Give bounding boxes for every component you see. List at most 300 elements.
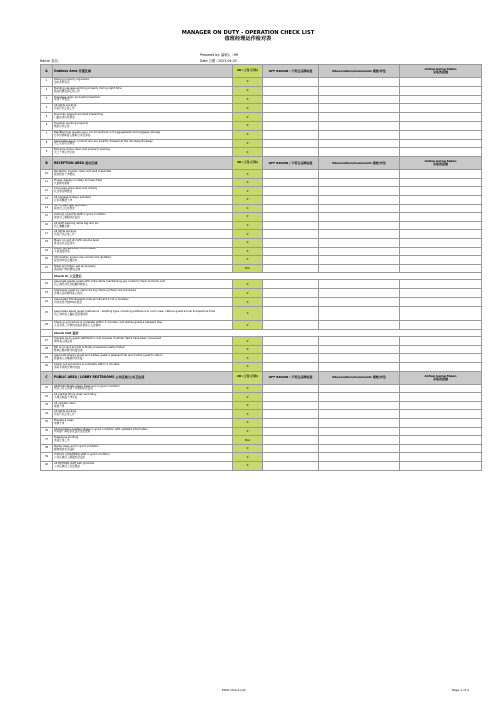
row-number: 27 (41, 337, 53, 346)
observation-cell[interactable] (319, 337, 400, 346)
checklist-row (41, 204, 482, 213)
off-brand-cell[interactable] (263, 444, 319, 453)
status-cell[interactable]: 0 (233, 230, 263, 239)
off-brand-cell[interactable] (263, 354, 319, 363)
row-description: Reception counter clean and well presented 前台柜台干净整洁 (53, 170, 233, 179)
status-cell[interactable]: 0 (233, 178, 263, 187)
checklist-row (41, 187, 482, 196)
row-number: 31 (41, 384, 53, 393)
checklist-row (41, 289, 482, 298)
off-brand-cell[interactable] (263, 104, 319, 113)
action-cell[interactable] (400, 384, 482, 393)
row-number: 39 (41, 453, 53, 462)
row-number: 28 (41, 345, 53, 354)
status-cell[interactable]: 0 (233, 195, 263, 204)
status-cell[interactable]: 0 (233, 187, 263, 196)
row-number: 24 (41, 298, 53, 307)
subsection-header (41, 330, 482, 337)
off-brand-cell[interactable] (263, 307, 319, 321)
checklist-row (41, 170, 482, 179)
status-cell[interactable]: 0 (233, 354, 263, 363)
action-column-header: Action being Taken 采取的措施 (400, 157, 482, 170)
off-brand-cell[interactable] (263, 280, 319, 289)
action-column-header: Action being Taken 采取的措施 (400, 65, 482, 78)
row-number: 10 (41, 170, 53, 179)
off-brand-cell[interactable] (263, 345, 319, 354)
observation-column-header: Observation/Comments 观察/评论 (319, 371, 400, 384)
status-cell[interactable]: 0 (233, 86, 263, 95)
row-description: Uniform of all FO staff in good condition 前台员工制服状况良好 (53, 213, 233, 222)
checklist-row (41, 419, 482, 428)
off-brand-cell[interactable] (263, 130, 319, 139)
status-cell[interactable]: 0 (233, 121, 263, 130)
observation-cell[interactable] (319, 148, 400, 157)
row-description: Information screen are correct and updated 信息屏内容正确及时 (53, 256, 233, 265)
checklist-row (41, 384, 482, 393)
row-number: 17 (41, 230, 53, 239)
off-brand-cell[interactable] (263, 289, 319, 298)
status-cell[interactable]: 0 (233, 78, 263, 87)
checklist-row (41, 230, 482, 239)
row-number: 5 (41, 113, 53, 122)
row-number: 16 (41, 221, 53, 230)
action-cell[interactable] (400, 444, 482, 453)
action-cell[interactable] (400, 393, 482, 402)
action-cell[interactable] (400, 238, 482, 247)
action-cell[interactable] (400, 307, 482, 321)
row-number: 29 (41, 354, 53, 363)
observation-cell[interactable] (319, 121, 400, 130)
observation-cell[interactable] (319, 104, 400, 113)
observation-cell[interactable] (319, 444, 400, 453)
observation-cell[interactable] (319, 298, 400, 307)
observation-cell[interactable] (319, 462, 400, 471)
observation-cell[interactable] (319, 130, 400, 139)
action-cell[interactable] (400, 104, 482, 113)
row-number: 21 (41, 264, 53, 273)
observation-cell[interactable] (319, 289, 400, 298)
off-brand-cell[interactable] (263, 264, 319, 273)
status-cell[interactable]: 0 (233, 393, 263, 402)
prepared-by: Prepared by: 编制人 : HR (200, 53, 239, 57)
action-cell[interactable] (400, 247, 482, 256)
off-brand-cell[interactable] (263, 401, 319, 410)
observation-cell[interactable] (319, 280, 400, 289)
row-description: Entrance doors clean and properly working 大门干净运作正常 (53, 148, 233, 157)
off-brand-cell[interactable] (263, 170, 319, 179)
row-number: 7 (41, 130, 53, 139)
action-cell[interactable] (400, 230, 482, 239)
off-brand-column-header: OFF BRAND / 不符合品牌标准 (263, 65, 319, 78)
status-cell[interactable]: 0 (233, 247, 263, 256)
row-number: 6 (41, 121, 53, 130)
row-number: 22 (41, 280, 53, 289)
action-cell[interactable] (400, 401, 482, 410)
action-cell[interactable] (400, 264, 482, 273)
checklist-row (41, 462, 482, 471)
observation-cell[interactable] (319, 419, 400, 428)
checklist-table (40, 64, 482, 471)
row-description: Elevators clean 电梯干净 (53, 419, 233, 428)
action-cell[interactable] (400, 289, 482, 298)
action-cell[interactable] (400, 95, 482, 104)
checklist-row (41, 345, 482, 354)
row-description: Bill is correct and bill is finally presented neatly folded 账单正确并整齐折叠呈递 (53, 345, 233, 354)
row-description: Hotel promotion set-up properly 酒店推广物料摆放正确 (53, 264, 233, 273)
observation-cell[interactable] (319, 230, 400, 239)
status-cell[interactable]: 0 (233, 213, 263, 222)
action-cell[interactable] (400, 113, 482, 122)
off-brand-cell[interactable] (263, 393, 319, 402)
row-description: Inquires as to guest satisfaction and inquires if similar items have been consumed 询问客人满意度 (53, 337, 233, 346)
observation-column-header: Observation/Comments 观察/评论 (319, 157, 400, 170)
row-description: Associate greets guest with smile while maintaining eye contact (check-in/check-out) 员工微笑并目光接触问候客人 (53, 280, 233, 289)
row-description: All Public Toilets clean, fresh and in good condition 所有公共卫生间干净清新状况良好 (53, 384, 233, 393)
checklist-row (41, 427, 482, 436)
off-brand-cell[interactable] (263, 247, 319, 256)
row-description: Music on and at right volume level 背景音乐音量适中 (53, 238, 233, 247)
status-cell[interactable]: 0 (233, 289, 263, 298)
subsection-header (41, 273, 482, 280)
action-cell[interactable] (400, 436, 482, 445)
off-brand-cell[interactable] (263, 384, 319, 393)
status-cell[interactable]: 0 (233, 113, 263, 122)
row-description: Check-in procedure is complete within 3 minutes, and wishes guest a pleasant stay 入住手续三分钟内完成并祝客人入住愉快 (53, 321, 233, 330)
row-description: Concierge area clean and orderly 礼宾部区域整洁 (53, 187, 233, 196)
off-brand-cell[interactable] (263, 462, 319, 471)
action-cell[interactable] (400, 427, 482, 436)
section-number: A (41, 65, 53, 78)
off-brand-cell[interactable] (263, 148, 319, 157)
checklist-row (41, 444, 482, 453)
row-number: 2 (41, 86, 53, 95)
off-brand-cell[interactable] (263, 221, 319, 230)
checklist-row (41, 363, 482, 372)
row-number: 20 (41, 256, 53, 265)
checklist-row (41, 393, 482, 402)
checklist-row (41, 213, 482, 222)
observation-cell[interactable] (319, 95, 400, 104)
off-brand-cell[interactable] (263, 337, 319, 346)
section-title: PUBLIC AREA / LOBBY RESTROOMS 公共区域/公共卫生间 (53, 371, 233, 384)
status-cell[interactable]: 0 (233, 345, 263, 354)
checklist-row (41, 95, 482, 104)
status-cell[interactable]: 0 (233, 410, 263, 419)
action-cell[interactable] (400, 204, 482, 213)
row-number: 13 (41, 195, 53, 204)
observation-cell[interactable] (319, 213, 400, 222)
row-number: 8 (41, 139, 53, 148)
off-brand-cell[interactable] (263, 410, 319, 419)
status-cell[interactable]: 0 (233, 130, 263, 139)
checklist-row (41, 86, 482, 95)
row-description: All carpets clean 地毯干净 (53, 401, 233, 410)
off-brand-cell[interactable] (263, 95, 319, 104)
checklist-row (41, 247, 482, 256)
observation-cell[interactable] (319, 238, 400, 247)
row-description: All lights working 所有灯光正常工作 (53, 410, 233, 419)
off-brand-cell[interactable] (263, 78, 319, 87)
observation-cell[interactable] (319, 354, 400, 363)
off-brand-cell[interactable] (263, 453, 319, 462)
observation-cell[interactable] (319, 113, 400, 122)
footer-doc-name: MOD Check List (222, 688, 246, 692)
status-cell[interactable]: 0 (233, 104, 263, 113)
row-number: 18 (41, 238, 53, 247)
row-number: 37 (41, 436, 53, 445)
row-number: 9 (41, 148, 53, 157)
subsection-title: Check Out 退房 (53, 330, 482, 337)
action-cell[interactable] (400, 139, 482, 148)
checklist-row (41, 195, 482, 204)
checklist-row (41, 256, 482, 265)
title-en: MANAGER ON DUTY - OPERATION CHECK LIST (181, 30, 315, 36)
row-description: Plants clean and in good condition 植物清洁状况良好 (53, 444, 233, 453)
title-cn: 值班经理运作检对表 (224, 36, 272, 42)
row-description: All FO staff well groomed 前台员工仪容整洁 (53, 204, 233, 213)
off-brand-cell[interactable] (263, 213, 319, 222)
off-brand-cell[interactable] (263, 113, 319, 122)
row-number: 14 (41, 204, 53, 213)
action-cell[interactable] (400, 363, 482, 372)
off-brand-cell[interactable] (263, 298, 319, 307)
status-cell[interactable]: 0 (233, 139, 263, 148)
off-brand-cell[interactable] (263, 86, 319, 95)
checklist-row (41, 410, 482, 419)
ok-column-header: OK / 正常 (打钩) (233, 371, 263, 384)
observation-cell[interactable] (319, 247, 400, 256)
observation-cell[interactable] (319, 86, 400, 95)
row-description: Bell/Bag help guests upon car drive/check out luggage/wait door/luggage storage 行李员协助客人提取行李及寄存 (53, 130, 233, 139)
action-cell[interactable] (400, 221, 482, 230)
checklist-row (41, 337, 482, 346)
status-cell[interactable]: 0 (233, 453, 263, 462)
row-description: All staff wearing name tag and pin 员工佩戴名牌 (53, 221, 233, 230)
status-cell[interactable]: N/A (233, 264, 263, 273)
row-description: Driveway clean and well presented 车道干净整洁 (53, 95, 233, 104)
row-number: 40 (41, 462, 53, 471)
off-brand-cell[interactable] (263, 178, 319, 187)
row-description: All luggage trolleys polished 行李车擦拭干净 (53, 195, 233, 204)
checklist-row (41, 221, 482, 230)
row-number: 25 (41, 307, 53, 321)
row-number: 35 (41, 419, 53, 428)
status-cell[interactable]: N/A (233, 436, 263, 445)
observation-cell[interactable] (319, 264, 400, 273)
off-brand-column-header: OFF BRAND / 不符合品牌标准 (263, 157, 319, 170)
status-cell[interactable]: 0 (233, 256, 263, 265)
off-brand-cell[interactable] (263, 121, 319, 130)
observation-cell[interactable] (319, 195, 400, 204)
action-cell[interactable] (400, 170, 482, 179)
observation-column-header: Observation/Comments 观察/评论 (319, 65, 400, 78)
row-description: Parking properly organized 泊车井然有序 (53, 78, 233, 87)
row-number: 34 (41, 410, 53, 419)
checklist-row (41, 298, 482, 307)
action-cell[interactable] (400, 195, 482, 204)
row-number: 23 (41, 289, 53, 298)
row-description: All lights working 所有灯光正常工作 (53, 104, 233, 113)
checklist-row (41, 130, 482, 139)
observation-cell[interactable] (319, 393, 400, 402)
action-cell[interactable] (400, 78, 482, 87)
status-cell[interactable]: 0 (233, 419, 263, 428)
observation-cell[interactable] (319, 178, 400, 187)
observation-cell[interactable] (319, 78, 400, 87)
row-number: 36 (41, 427, 53, 436)
observation-cell[interactable] (319, 363, 400, 372)
status-cell[interactable]: 0 (233, 170, 263, 179)
observation-cell[interactable] (319, 453, 400, 462)
checklist-row (41, 321, 482, 330)
action-cell[interactable] (400, 419, 482, 428)
checklist-row (41, 78, 482, 87)
action-cell[interactable] (400, 130, 482, 139)
observation-cell[interactable] (319, 436, 400, 445)
row-description: All promotion posters, flyers in good condition with updated information 所有推广海报状况良好信息更新 (53, 427, 233, 436)
row-description: Building signage working properly during night time 酒店招牌夜间正常工作 (53, 86, 233, 95)
action-cell[interactable] (400, 148, 482, 157)
off-brand-cell[interactable] (263, 256, 319, 265)
off-brand-cell[interactable] (263, 238, 319, 247)
checklist-row (41, 148, 482, 157)
row-description: Lobby temperature comfortable 大堂温度舒适 (53, 247, 233, 256)
action-cell[interactable] (400, 187, 482, 196)
observation-cell[interactable] (319, 204, 400, 213)
checklist-row (41, 104, 482, 113)
section-number: B (41, 157, 53, 170)
observation-cell[interactable] (319, 307, 400, 321)
observation-cell[interactable] (319, 401, 400, 410)
row-description: Associate thanks guest and wishes guest a pleasant trip and invites guest to return 感谢客人并邀请再次光临 (53, 354, 233, 363)
row-number: 33 (41, 401, 53, 410)
status-cell[interactable]: 0 (233, 337, 263, 346)
action-cell[interactable] (400, 354, 482, 363)
observation-cell[interactable] (319, 427, 400, 436)
action-cell[interactable] (400, 178, 482, 187)
status-cell[interactable]: 0 (233, 427, 263, 436)
status-cell[interactable]: 0 (233, 384, 263, 393)
off-brand-cell[interactable] (263, 321, 319, 330)
observation-cell[interactable] (319, 410, 400, 419)
off-brand-cell[interactable] (263, 230, 319, 239)
row-number: 12 (41, 187, 53, 196)
action-cell[interactable] (400, 280, 482, 289)
status-cell[interactable]: 0 (233, 363, 263, 372)
row-description: Addresses guest by name during check-in/check-out procedure 办理入住时称呼客人姓名 (53, 289, 233, 298)
row-description: Associates asked guest preference - bedding type, smoking preference & room view, obtains guest arrival & departure time 员工询问客人偏好及抵离时间 (53, 307, 233, 321)
checklist-row (41, 307, 482, 321)
observation-cell[interactable] (319, 384, 400, 393)
action-cell[interactable] (400, 121, 482, 130)
row-number: 32 (41, 393, 53, 402)
action-cell[interactable] (400, 86, 482, 95)
status-cell[interactable]: 0 (233, 401, 263, 410)
row-number: 15 (41, 213, 53, 222)
checklist-row (41, 436, 482, 445)
off-brand-cell[interactable] (263, 419, 319, 428)
off-brand-cell[interactable] (263, 204, 319, 213)
subsection-title: Check In 入住登记 (53, 273, 482, 280)
status-cell[interactable]: 0 (233, 204, 263, 213)
checklist-row (41, 113, 482, 122)
row-description: Associated IHG Rewards Club enrollment if not a member 为非会员介绍IHG优悦会 (53, 298, 233, 307)
off-brand-cell[interactable] (263, 363, 319, 372)
checklist-row (41, 139, 482, 148)
status-cell[interactable]: 0 (233, 307, 263, 321)
row-number: 38 (41, 444, 53, 453)
observation-cell[interactable] (319, 139, 400, 148)
status-cell[interactable]: 0 (233, 148, 263, 157)
status-cell[interactable]: 0 (233, 221, 263, 230)
row-description: Check out procedure is complete within 2 minutes 退房手续两分钟内完成 (53, 363, 233, 372)
row-number: 19 (41, 247, 53, 256)
off-brand-cell[interactable] (263, 187, 319, 196)
row-number: 1 (41, 78, 53, 87)
observation-cell[interactable] (319, 187, 400, 196)
off-brand-cell[interactable] (263, 139, 319, 148)
row-description: Uniform of PA/HKPG staff in good condition 公共区域员工制服状况良好 (53, 453, 233, 462)
row-description: All PA/HKPG staff well groomed 公共区域员工仪容整洁 (53, 462, 233, 471)
action-cell[interactable] (400, 410, 482, 419)
row-number: 11 (41, 178, 53, 187)
action-cell[interactable] (400, 462, 482, 471)
action-column-header: Action being Taken 采取的措施 (400, 371, 482, 384)
observation-cell[interactable] (319, 345, 400, 354)
off-brand-cell[interactable] (263, 427, 319, 436)
observation-cell[interactable] (319, 221, 400, 230)
action-cell[interactable] (400, 213, 482, 222)
page-title (0, 30, 496, 42)
status-cell[interactable]: 0 (233, 298, 263, 307)
checklist-row (41, 238, 482, 247)
row-description: Telephone working 电话正常工作 (53, 436, 233, 445)
action-cell[interactable] (400, 256, 482, 265)
observation-cell[interactable] (319, 170, 400, 179)
row-description: Associates are in conduct and are smartly dressed at the doorway/driveway 员工仪容仪表规范 (53, 139, 233, 148)
row-number: 30 (41, 363, 53, 372)
row-number: 4 (41, 104, 53, 113)
observation-cell[interactable] (319, 256, 400, 265)
action-cell[interactable] (400, 321, 482, 330)
name-label: Name: 姓名: (40, 59, 59, 63)
status-cell[interactable]: 0 (233, 462, 263, 471)
status-cell[interactable]: 0 (233, 280, 263, 289)
checklist-row (41, 178, 482, 187)
off-brand-cell[interactable] (263, 195, 319, 204)
checklist-row (41, 401, 482, 410)
row-description: All marble floors clean and shiny 大理石地面干净光亮 (53, 393, 233, 402)
section-title: RECEPTION AREA 前台区域 (53, 157, 233, 170)
off-brand-cell[interactable] (263, 436, 319, 445)
action-cell[interactable] (400, 298, 482, 307)
status-cell[interactable]: 0 (233, 238, 263, 247)
action-cell[interactable] (400, 453, 482, 462)
observation-cell[interactable] (319, 321, 400, 330)
footer-page-number: Page 1 of 4 (452, 688, 469, 692)
status-cell[interactable]: 0 (233, 95, 263, 104)
section-number: C (41, 371, 53, 384)
status-cell[interactable]: 0 (233, 444, 263, 453)
status-cell[interactable]: 0 (233, 321, 263, 330)
section-header (41, 371, 482, 384)
checklist-row (41, 453, 482, 462)
action-cell[interactable] (400, 345, 482, 354)
checklist-row (41, 280, 482, 289)
row-number: 26 (41, 321, 53, 330)
section-header (41, 157, 482, 170)
action-cell[interactable] (400, 337, 482, 346)
